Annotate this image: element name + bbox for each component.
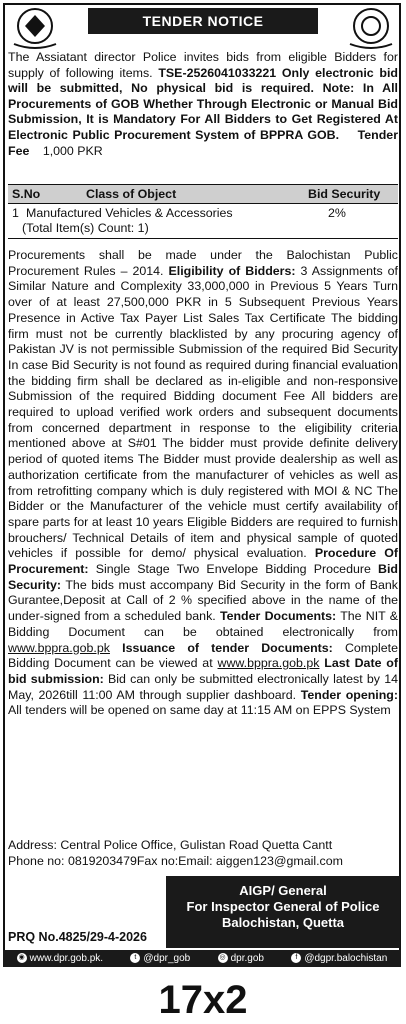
instagram-text: dpr.gob [230,953,264,964]
signature-block [166,876,400,948]
eligibility-text: 3 Assignments of Similar Nature and Complexity 33,000,000 in Previous 5 Years Turn over of at least 27,500,000 PKR in 5 Subsequent Previous Years Presence in Active Tax Payer List Sales Tax Certificate The bidding firm must not be currently blacklisted by any procuring agency of Pakistan JV is not permissible Submission of the required Bid Security In case Bid Security is not found as required during financial evaluation the bidding firm shall be declared as in-eligible and non-responsive Submission of the required Bidding document Fee All bidders are required to upload verified work orders and subsequent documents from concerned department in response to the eligibility criteria mentioned above at S#01 The bidder must provide definite delivery period of quoted items The Bidder must provide dealership as well as authorization certificate from the manufacturer of vehicles as well as from retrofitting company which is duly registered with MOI & NC The Bidder or the Manufacturer of the vehicle must certify availability of spare parts for at least 10 years Eligible Bidders are required to furnish brouchers/ Technical Details of item and physical sample of quoted vehicles if possible for demo/ physical evaluation. [8,263,398,561]
facebook-item[interactable] [291,950,387,967]
bppra-link-2[interactable]: www.bppra.gob.pk [217,656,320,671]
signature-line-1: AIGP/ General [239,883,327,898]
header-sno: S.No [12,187,41,201]
security-heading: Bid Security: [8,562,398,592]
row-class: Manufactured Vehicles & Accessories [26,206,233,220]
row-count: (Total Item(s) Count: 1) [22,221,149,235]
intro-text: The Assiatant director Police invites bids from eligible Bidders for supply of following items. [8,50,398,80]
globe-icon: ◉ [18,954,25,962]
facebook-icon: f [291,953,301,963]
twitter-text: @dpr_gob [143,953,191,964]
tender-fee-label: Tender Fee [8,127,399,158]
opening-heading: Tender opening: [300,687,398,702]
procedure-text: Single Stage Two Envelope Bidding Procedure [95,562,371,577]
signature-line-2: For Inspector General of Police [186,899,380,914]
items-table [8,184,398,239]
instagram-item[interactable] [218,950,264,967]
government-seal-icon [344,6,398,50]
address: Address: Central Police Office, Gulistan Road Quetta Cantt [8,838,333,852]
ad-size: 17x2 [158,978,248,1022]
notice-title: TENDER NOTICE [88,8,318,34]
twitter-item[interactable] [130,950,190,967]
eligibility-heading: Eligibility of Bidders: [168,263,296,278]
bppra-link[interactable]: www.bppra.gob.pk [8,640,110,655]
lastdate-heading: Last Date of bid submission: [8,656,398,686]
opening-text: All tenders will be opened on same day at 11:15 AM on EPPS System [8,703,391,718]
row-security: 2% [328,206,346,220]
documents-text: The NIT & Bidding Document can be obtained electronically from [8,609,398,639]
facebook-text: @dgpr.balochistan [304,953,388,964]
phone-email: Phone no: 0819203479Fax no:Email: aiggen123@gmail.com [8,853,343,868]
issuance-heading: Issuance of tender Documents: [122,640,333,655]
header-class: Class of Object [86,187,177,201]
table-header [8,184,398,204]
header-security: Bid Security [308,187,381,201]
tender-body [8,248,398,719]
instagram-icon: ◎ [219,954,226,962]
lastdate-text: Bid can only be submitted electronically latest by 14 May, 2026till 11:00 AM through supplier dashboard. [8,671,399,702]
prq-number: PRQ No.4825/29-4-2026 [8,930,147,944]
web-item[interactable] [17,950,103,967]
issuance-text: Complete Bidding Document can be viewed at [8,640,398,671]
procedure-heading: Procedure Of Procurement: [8,546,398,577]
contact-block [8,838,343,869]
row-sno: 1 [12,206,19,220]
body-text: Procurements shall be made under the Balochistan Public Procurement Rules – 2014. [8,248,398,278]
intro-paragraph [8,50,398,159]
documents-heading: Tender Documents: [219,609,337,624]
security-text: The bids must accompany Bid Security in the form of Bank Gurantee,Deposit at Call of 2 % specified above in the name of the under-signed from a scheduled bank. [8,577,398,624]
signature-line-3: Balochistan, Quetta [221,915,345,930]
table-row [8,204,398,239]
twitter-icon: t [130,953,140,963]
intro-bold-text: TSE-2526041033221 Only electronic bid will be submitted, No physical bid is required. Note: In All Procurements of GOB Whether Through Electronic or Manual Bid Submission, It is Mandatory For All Bidders to Get Registered At Electronic Public Procurement System of BPPRA GOB. [8,65,398,142]
web-text: www.dpr.gob.pk. [29,953,104,964]
social-bar [3,950,401,967]
police-emblem-icon [8,6,62,50]
tender-fee-value: 1,000 PKR [42,143,103,158]
